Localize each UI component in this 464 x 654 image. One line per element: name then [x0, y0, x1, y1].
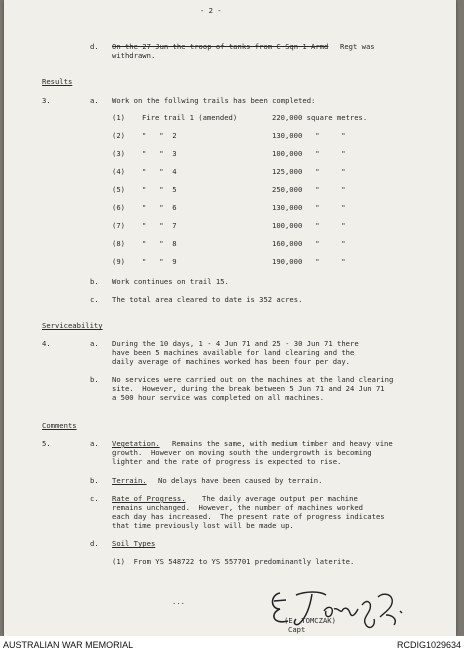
trail-idx: (1)	[112, 113, 125, 122]
intro-letter: d.	[90, 42, 99, 51]
comments-c-line: The daily average output per machine	[202, 494, 358, 503]
results-a-letter: a.	[90, 96, 99, 105]
comments-a-line: Remains the same, with medium timber and heavy vine	[172, 439, 393, 448]
results-b-letter: b.	[90, 277, 99, 286]
trail-area: 130,000 " "	[272, 131, 346, 140]
document-page	[4, 0, 456, 636]
page-number: - 2 -	[200, 6, 222, 15]
comments-b-letter: b.	[90, 476, 99, 485]
trail-label: " " 2	[142, 131, 177, 140]
serviceability-b-line: No services were carried out on the machines at the land clearing	[112, 375, 394, 384]
comments-c-line: that time previously lost will be made up.	[112, 521, 294, 530]
results-c-text: The total area cleared to date is 352 acres.	[112, 295, 303, 304]
comments-a-line: lighter and the rate of progress is expected to rise.	[112, 457, 342, 466]
serviceability-a-letter: a.	[90, 339, 99, 348]
serviceability-a-line: have been 5 machines available for land clearing and the	[112, 348, 355, 357]
comments-number: 5.	[42, 439, 51, 448]
comments-c-line: each day has increased. The present rate of progress indicates	[112, 512, 385, 521]
signatory-rank: Capt	[288, 625, 306, 634]
intro-line2: withdrawn.	[112, 51, 156, 60]
trail-idx: (2)	[112, 131, 125, 140]
comments-a-line: growth. However on moving south the undergrowth is becoming	[112, 448, 372, 457]
serviceability-heading: Serviceability	[42, 321, 103, 330]
serviceability-b-line: a 500 hour service was completed on all machines.	[112, 393, 325, 402]
intro-struck-line: On the 27 Jun the troop of tanks from C Sqn 1 Armd	[112, 42, 329, 51]
trail-idx: (5)	[112, 185, 125, 194]
trail-idx: (8)	[112, 239, 125, 248]
results-heading: Results	[42, 77, 73, 86]
intro-line1-tail: Regt was	[340, 42, 375, 51]
trail-label: " " 7	[142, 221, 177, 230]
serviceability-a-line: During the 10 days, 1 - 4 Jun 71 and 25 - 30 Jun 71 there	[112, 339, 359, 348]
trail-label: " " 8	[142, 239, 177, 248]
serviceability-number: 4.	[42, 339, 51, 348]
signatory-name: (E. TOMCZAK)	[284, 616, 336, 625]
comments-d-item: (1) From YS 548722 to YS 557701 predominantly laterite.	[112, 557, 355, 566]
trail-idx: (9)	[112, 257, 125, 266]
serviceability-b-letter: b.	[90, 375, 99, 384]
comments-d-title: Soil Types	[112, 539, 156, 548]
results-a-text: Work on the follwing trails has been completed:	[112, 96, 316, 105]
results-c-letter: c.	[90, 295, 99, 304]
trail-area: 125,000 " "	[272, 167, 346, 176]
comments-c-line: remains unchanged. However, the number of machines worked	[112, 503, 363, 512]
serviceability-b-line: site. However, during the break between 5 Jun 71 and 24 Jun 71	[112, 384, 385, 393]
comments-c-letter: c.	[90, 494, 99, 503]
comments-d-letter: d.	[90, 539, 99, 548]
trail-area: 100,000 " "	[272, 221, 346, 230]
archive-name: AUSTRALIAN WAR MEMORIAL	[3, 640, 134, 650]
comments-a-letter: a.	[90, 439, 99, 448]
trail-area: 130,000 " "	[272, 203, 346, 212]
comments-a-title: Vegetation.	[112, 439, 160, 448]
results-number: 3.	[42, 96, 51, 105]
continuation-dots: ...	[172, 597, 185, 606]
trail-label: " " 9	[142, 257, 177, 266]
trail-label: " " 5	[142, 185, 177, 194]
trail-idx: (7)	[112, 221, 125, 230]
serviceability-a-line: daily average of machines worked has been four per day.	[112, 357, 350, 366]
comments-c-title: Rate of Progress.	[112, 494, 186, 503]
archive-reference: RCDIG1029634	[396, 640, 461, 650]
trail-label: " " 4	[142, 167, 177, 176]
results-b-text: Work continues on trail 15.	[112, 277, 229, 286]
trail-area: 220,000 square metres.	[272, 113, 368, 122]
trail-idx: (3)	[112, 149, 125, 158]
comments-heading: Comments	[42, 421, 77, 430]
trail-label: " " 3	[142, 149, 177, 158]
trail-label: Fire trail 1 (amended)	[142, 113, 238, 122]
trail-idx: (4)	[112, 167, 125, 176]
trail-area: 250,000 " "	[272, 185, 346, 194]
comments-b-title: Terrain.	[112, 476, 147, 485]
archive-footer	[0, 636, 464, 654]
comments-b-text: No delays have been caused by terrain.	[158, 476, 323, 485]
trail-area: 160,000 " "	[272, 239, 346, 248]
trail-area: 190,000 " "	[272, 257, 346, 266]
trail-idx: (6)	[112, 203, 125, 212]
trail-label: " " 6	[142, 203, 177, 212]
trail-area: 100,000 " "	[272, 149, 346, 158]
